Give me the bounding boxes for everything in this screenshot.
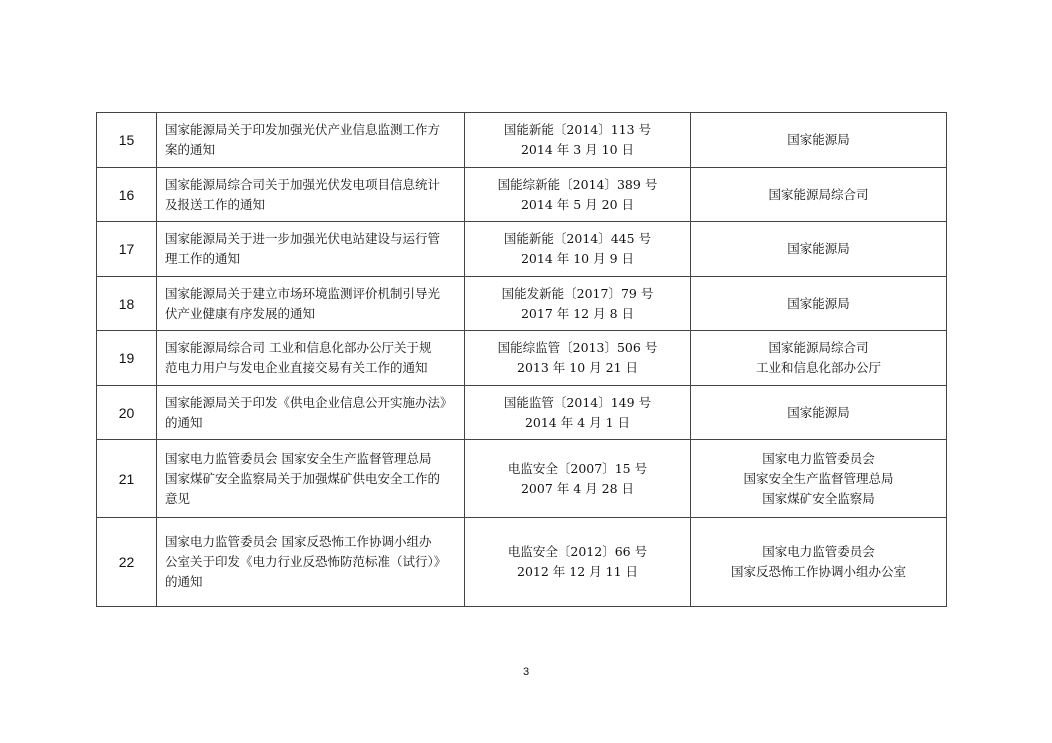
issuing-organization-line: 国家电力监管委员会 (762, 544, 875, 559)
document-number (465, 168, 691, 222)
document-title-line: 的通知 (165, 414, 203, 430)
document-title-line: 范电力用户与发电企业直接交易有关工作的通知 (165, 360, 428, 375)
issuing-organization-line: 工业和信息化部办公厅 (755, 360, 881, 375)
document-number (465, 518, 691, 607)
document-title (157, 440, 465, 518)
document-title-line: 的通知 (165, 574, 203, 589)
table-row (97, 386, 947, 440)
document-number-line: 国能新能〔2014〕113 号 (503, 122, 652, 137)
document-number-line: 国能新能〔2014〕445 号 (503, 231, 652, 246)
document-number-line: 2014 年 5 月 20 日 (520, 196, 635, 212)
table-row (97, 331, 947, 386)
document-title (157, 331, 465, 386)
document-title-line: 国家能源局关于建立市场环境监测评价机制引导光 (165, 285, 441, 301)
table-body (97, 113, 947, 607)
row-number: 16 (97, 168, 157, 222)
issuing-organization-line: 国家电力监管委员会 (762, 450, 875, 466)
document-title-line: 国家能源局关于印发《供电企业信息公开实施办法》 (165, 394, 453, 410)
document-title-line: 国家电力监管委员会 国家反恐怖工作协调小组办 (165, 534, 432, 549)
document-title (157, 518, 465, 607)
row-number: 19 (97, 331, 157, 386)
row-number: 15 (97, 113, 157, 168)
document-number-line: 2013 年 10 月 21 日 (517, 360, 638, 375)
table-row (97, 518, 947, 607)
document-title (157, 386, 465, 440)
row-number: 21 (97, 440, 157, 518)
document-title-line: 国家能源局关于进一步加强光伏电站建设与运行管 (165, 231, 441, 246)
document-number (465, 222, 691, 277)
document-number-line: 电监安全〔2007〕15 号 (507, 460, 648, 476)
document-title (157, 277, 465, 331)
document-number-line: 2012 年 12 月 11 日 (517, 564, 638, 579)
document-title (157, 113, 465, 168)
table-row (97, 113, 947, 168)
table-row (97, 277, 947, 331)
document-number-line: 2017 年 12 月 8 日 (520, 305, 635, 321)
regulations-table (96, 112, 947, 607)
page-number: 3 (522, 666, 530, 678)
table-row (97, 222, 947, 277)
table-row (97, 440, 947, 518)
issuing-organization-line: 国家能源局 (787, 241, 850, 256)
document-number (465, 386, 691, 440)
document-number-line: 国能综新能〔2014〕389 号 (497, 176, 658, 192)
document-title-line: 理工作的通知 (165, 251, 241, 266)
document-title-line: 伏产业健康有序发展的通知 (165, 305, 316, 321)
document-number-line: 2014 年 4 月 1 日 (524, 414, 631, 430)
issuing-organization-line: 国家能源局 (787, 132, 850, 147)
document-number (465, 113, 691, 168)
table-row (97, 168, 947, 222)
document-number (465, 277, 691, 331)
issuing-organization-line: 国家能源局 (787, 404, 850, 420)
row-number: 20 (97, 386, 157, 440)
issuing-organization-line: 国家能源局 (787, 295, 850, 311)
document-title (157, 168, 465, 222)
issuing-organization (691, 222, 947, 277)
document-title-line: 案的通知 (165, 142, 216, 157)
document-title-line: 国家能源局关于印发加强光伏产业信息监测工作方 (165, 122, 441, 137)
document-number (465, 331, 691, 386)
document-title-line: 意见 (165, 490, 191, 506)
issuing-organization (691, 386, 947, 440)
document-title-line: 国家煤矿安全监察局关于加强煤矿供电安全工作的 (165, 470, 441, 486)
document-title-line: 及报送工作的通知 (165, 196, 266, 212)
issuing-organization-line: 国家煤矿安全监察局 (762, 490, 875, 506)
document-number-line: 电监安全〔2012〕66 号 (507, 544, 648, 559)
issuing-organization (691, 277, 947, 331)
issuing-organization-line: 国家能源局综合司 (768, 186, 869, 202)
document-number-line: 国能综监管〔2013〕506 号 (497, 340, 658, 355)
row-number: 18 (97, 277, 157, 331)
row-number: 22 (97, 518, 157, 607)
document-number (465, 440, 691, 518)
document-number-line: 国能监管〔2014〕149 号 (503, 394, 652, 410)
issuing-organization (691, 168, 947, 222)
issuing-organization (691, 440, 947, 518)
issuing-organization (691, 113, 947, 168)
document-title-line: 国家能源局综合司关于加强光伏发电项目信息统计 (165, 176, 441, 192)
document-title-line: 国家能源局综合司 工业和信息化部办公厅关于规 (165, 340, 432, 355)
issuing-organization-line: 国家安全生产监督管理总局 (743, 470, 894, 486)
document-number-line: 2007 年 4 月 28 日 (520, 480, 635, 496)
document-title-line: 国家电力监管委员会 国家安全生产监督管理总局 (165, 450, 432, 466)
issuing-organization-line: 国家能源局综合司 (768, 340, 869, 355)
document-title (157, 222, 465, 277)
row-number: 17 (97, 222, 157, 277)
document-title-line: 公室关于印发《电力行业反恐怖防范标准（试行）》 (165, 554, 447, 569)
document-number-line: 国能发新能〔2017〕79 号 (501, 285, 654, 301)
issuing-organization (691, 518, 947, 607)
document-number-line: 2014 年 3 月 10 日 (520, 142, 635, 157)
issuing-organization-line: 国家反恐怖工作协调小组办公室 (730, 564, 906, 579)
issuing-organization (691, 331, 947, 386)
document-number-line: 2014 年 10 月 9 日 (520, 251, 635, 266)
